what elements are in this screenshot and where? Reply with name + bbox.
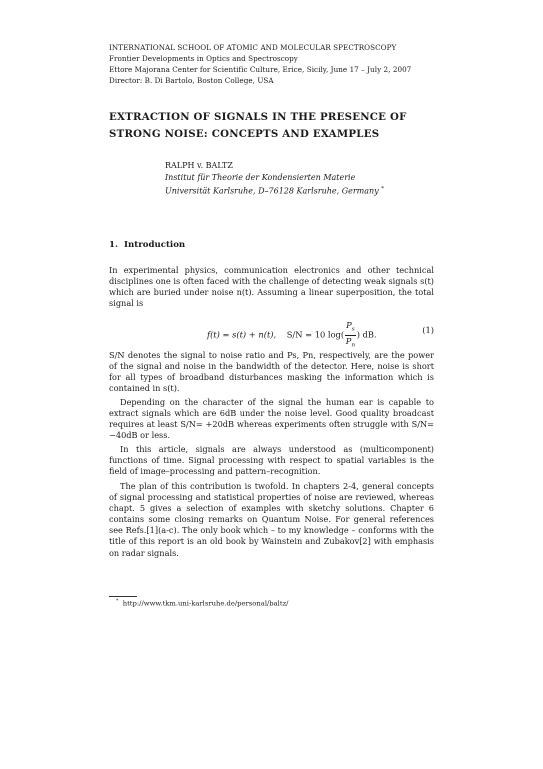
footnote-rule [109,596,137,597]
equation-denominator: $P_n$ [345,335,356,349]
equation-body [207,320,377,350]
body-paragraph-4: In this article, signals are always understood as (multicomponent) functions of time. Signal processing with respect to spatial variables is the field of image–processing and pattern–recognition. [109,444,434,477]
section-title: Introduction [123,240,186,250]
conference-header-line-4: Director: B. Di Bartolo, Boston College, USA [109,76,274,85]
author-name: RALPH v. BALTZ [165,161,233,170]
equation-lhs: f(t) = s(t) + n(t), [207,329,277,340]
body-paragraph-1: In experimental physics, communication electronics and other technical disciplines one is often faced with the challenge of detecting weak signals s(t) which are buried under noise n(t). Assuming a linear superposition, the total signal is [109,265,434,309]
footnote [116,599,288,607]
footnote-url[interactable]: http://www.tkm.uni-karlsruhe.de/personal/baltz/ [122,599,289,608]
footnote-mark: * [116,599,119,604]
author-address: Universität Karlsruhe, D–76128 Karlsruhe, Germany [165,186,379,196]
conference-header-line-1: INTERNATIONAL SCHOOL OF ATOMIC AND MOLECULAR SPECTROSCOPY [109,43,397,52]
section-heading [109,240,185,250]
equation-fraction [345,320,356,350]
conference-header-line-2: Frontier Developments in Optics and Spectroscopy [109,54,298,63]
equation-tail: ) dB. [356,329,377,340]
author-footnote-mark: * [381,186,385,192]
section-number: 1. [109,240,118,250]
equation-numerator: $P_s$ [345,320,356,336]
paper-title-line-1: EXTRACTION OF SIGNALS IN THE PRESENCE OF [109,111,407,123]
body-paragraph-3: Depending on the character of the signal the human ear is capable to extract signals which are 6dB under the noise level. Good quality broadcast requires at least S/N= +20dB whereas experiments often struggle with S/N= −40dB or less. [109,397,434,441]
equation-sn-label: S/N = 10 log( [286,329,345,340]
equation-1 [109,318,434,349]
conference-header-line-3: Ettore Majorana Center for Scientific Culture, Erice, Sicily, June 17 – July 2, 2007 [109,65,412,74]
author-institute: Institut für Theorie der Kondensierten Materie [165,173,356,182]
body-paragraph-5: The plan of this contribution is twofold. In chapters 2-4, general concepts of signal processing and statistical properties of noise are reviewed, whereas chapt. 5 gives a selection of examples with sketchy solutions. Chapter 6 contains some closing remarks on Quantum Noise. For general references see Refs.[1](a-c). The only book which – to my knowledge – conforms with the title of this report is an old book by Wainstein and Zubakov[2] with emphasis on radar signals. [109,481,434,558]
body-paragraph-2: S/N denotes the signal to noise ratio and Ps, Pn, respectively, are the power of the signal and noise in the bandwidth of the detector. Here, noise is short for all types of broadband disturbances masking the information which is contained in s(t). [109,350,434,394]
author-address-line [165,184,384,197]
paper-title-line-2: STRONG NOISE: CONCEPTS AND EXAMPLES [109,128,380,140]
equation-number: (1) [422,325,434,335]
